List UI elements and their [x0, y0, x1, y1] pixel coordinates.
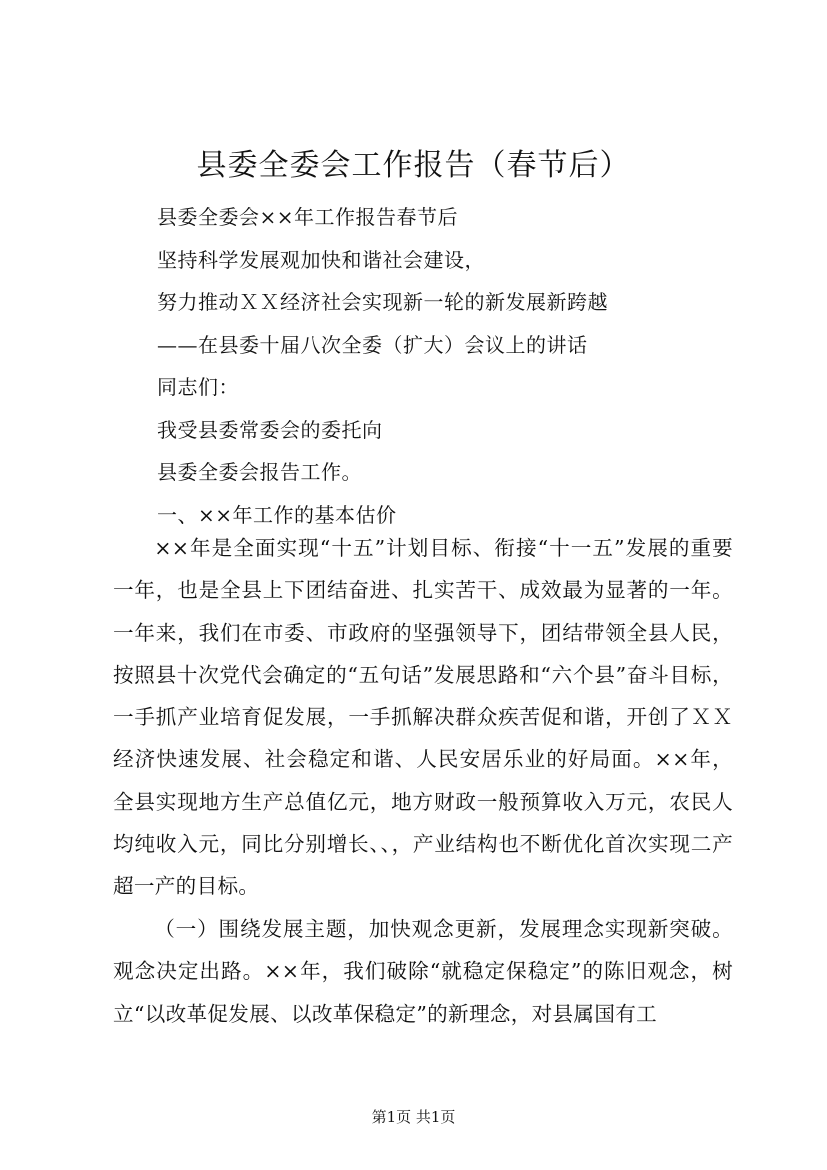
- speech-occasion-line: ——在县委十届八次全委（扩大）会议上的讲话: [157, 332, 588, 357]
- report-line: 县委全委会报告工作。: [157, 460, 362, 484]
- theme-line-1: 坚持科学发展观加快和谐社会建设，: [157, 247, 485, 272]
- salutation-line: 同志们：: [157, 375, 239, 399]
- body-paragraph-1: ××年是全面实现“十五”计划目标、衔接“十一五”发展的重要一年，也是全县上下团结奋进、扎实苦干、成效最为显著的一年。一年来，我们在市委、市政府的坚强领导下，团结带领全县人民，按照县十次党代会确定的“五句话”发展思路和“六个县”奋斗目标，一手抓产业培育促发展，一手抓解决群众疾苦促和谐，开创了ＸＸ经济快速发展、社会稳定和谐、人民安居乐业的好局面。××年，全县实现地方生产总值亿元，地方财政一般预算收入万元，农民人均纯收入元，同比分别增长、、，产业结构也不断优化首次实现二产超一产的目标。: [113, 536, 733, 899]
- subtitle-line: 县委全委会××年工作报告春节后: [157, 205, 459, 229]
- document-title: 县委全委会工作报告（春节后）: [196, 148, 631, 183]
- intro-lines: [157, 196, 777, 536]
- section-heading: 一、××年工作的基本估价: [157, 502, 397, 527]
- theme-line-2: 努力推动ＸＸ经济社会实现新一轮的新发展新跨越: [157, 290, 608, 314]
- entrust-line: 我受县委常委会的委托向: [157, 417, 383, 442]
- page-footer: 第1页 共1页: [371, 1108, 456, 1126]
- body-paragraph-2: （一）围绕发展主题，加快观念更新，发展理念实现新突破。观念决定出路。××年，我们破除“就稳定保稳定”的陈旧观念，树立“以改革促发展、以改革保稳定”的新理念，对县属国有工: [113, 917, 733, 1026]
